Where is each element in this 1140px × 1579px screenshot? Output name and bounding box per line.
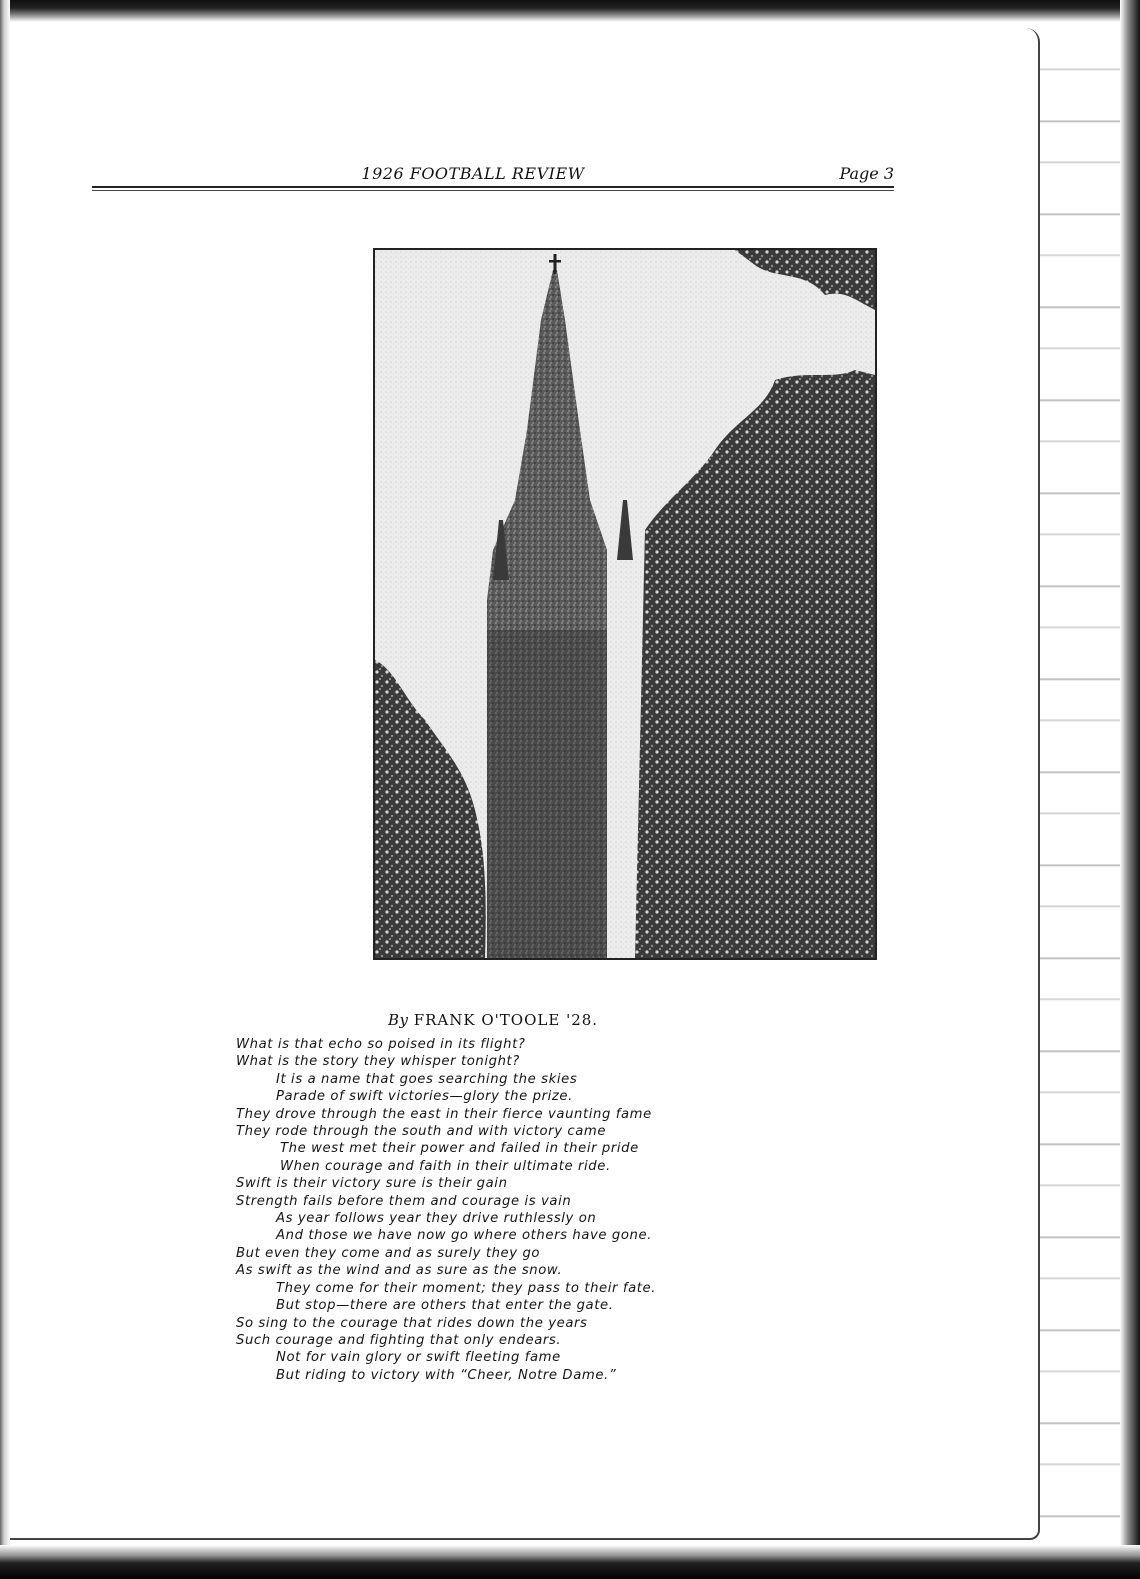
page-number: Page 3: [839, 164, 894, 183]
header-rule-thin: [92, 190, 894, 191]
tower-shadow: [487, 630, 607, 958]
poem: [236, 1036, 756, 1384]
cross-horizontal: [549, 260, 561, 263]
poem-line: It is a name that goes searching the skies: [276, 1071, 578, 1087]
scan-edge-bottom: [0, 1545, 1140, 1579]
poem-line: Swift is their victory sure is their gain: [236, 1176, 508, 1192]
scan-edge-left: [0, 0, 10, 1579]
folded-page-edge: [1040, 30, 1120, 1540]
poem-line: But even they come and as surely they go: [236, 1245, 541, 1261]
poem-line: The west met their power and failed in their pride: [280, 1141, 639, 1157]
poem-line: As year follows year they drive ruthlessly on: [276, 1211, 597, 1227]
poem-line: They drove through the east in their fierce vaunting fame: [236, 1106, 652, 1122]
poem-line: Such courage and fighting that only endears.: [236, 1332, 562, 1348]
cross-vertical: [554, 254, 557, 274]
poem-line: Not for vain glory or swift fleeting fame: [276, 1350, 561, 1366]
poem-line: So sing to the courage that rides down the years: [236, 1315, 588, 1331]
header-rule: [92, 186, 894, 188]
poem-line: As swift as the wind and as sure as the snow.: [236, 1263, 563, 1279]
poem-line: Strength fails before them and courage is vain: [236, 1193, 572, 1209]
poem-line: They rode through the south and with victory came: [236, 1124, 607, 1140]
publication-title: 1926 FOOTBALL REVIEW: [361, 164, 585, 183]
poem-line: But stop—there are others that enter the gate.: [276, 1298, 614, 1314]
byline: [92, 1011, 894, 1029]
poem-line: They come for their moment; they pass to their fate.: [276, 1280, 657, 1296]
poem-line: And those we have now go where others have gone.: [276, 1228, 653, 1244]
byline-author: FRANK O'TOOLE '28.: [413, 1011, 599, 1029]
poem-line: But riding to victory with “Cheer, Notre Dame.”: [276, 1367, 617, 1383]
byline-by: By: [387, 1011, 409, 1029]
running-head: [92, 164, 894, 186]
poem-line: When courage and faith in their ultimate ride.: [280, 1158, 611, 1174]
church-spire-photo: [373, 248, 877, 960]
scan-edge-right: [1120, 0, 1140, 1579]
poem-line: What is that echo so poised in its flight?: [236, 1037, 526, 1052]
scan-edge-top: [0, 0, 1140, 22]
poem-line: Parade of swift victories—glory the prize.: [276, 1089, 573, 1105]
poem-line: What is the story they whisper tonight?: [236, 1054, 520, 1070]
